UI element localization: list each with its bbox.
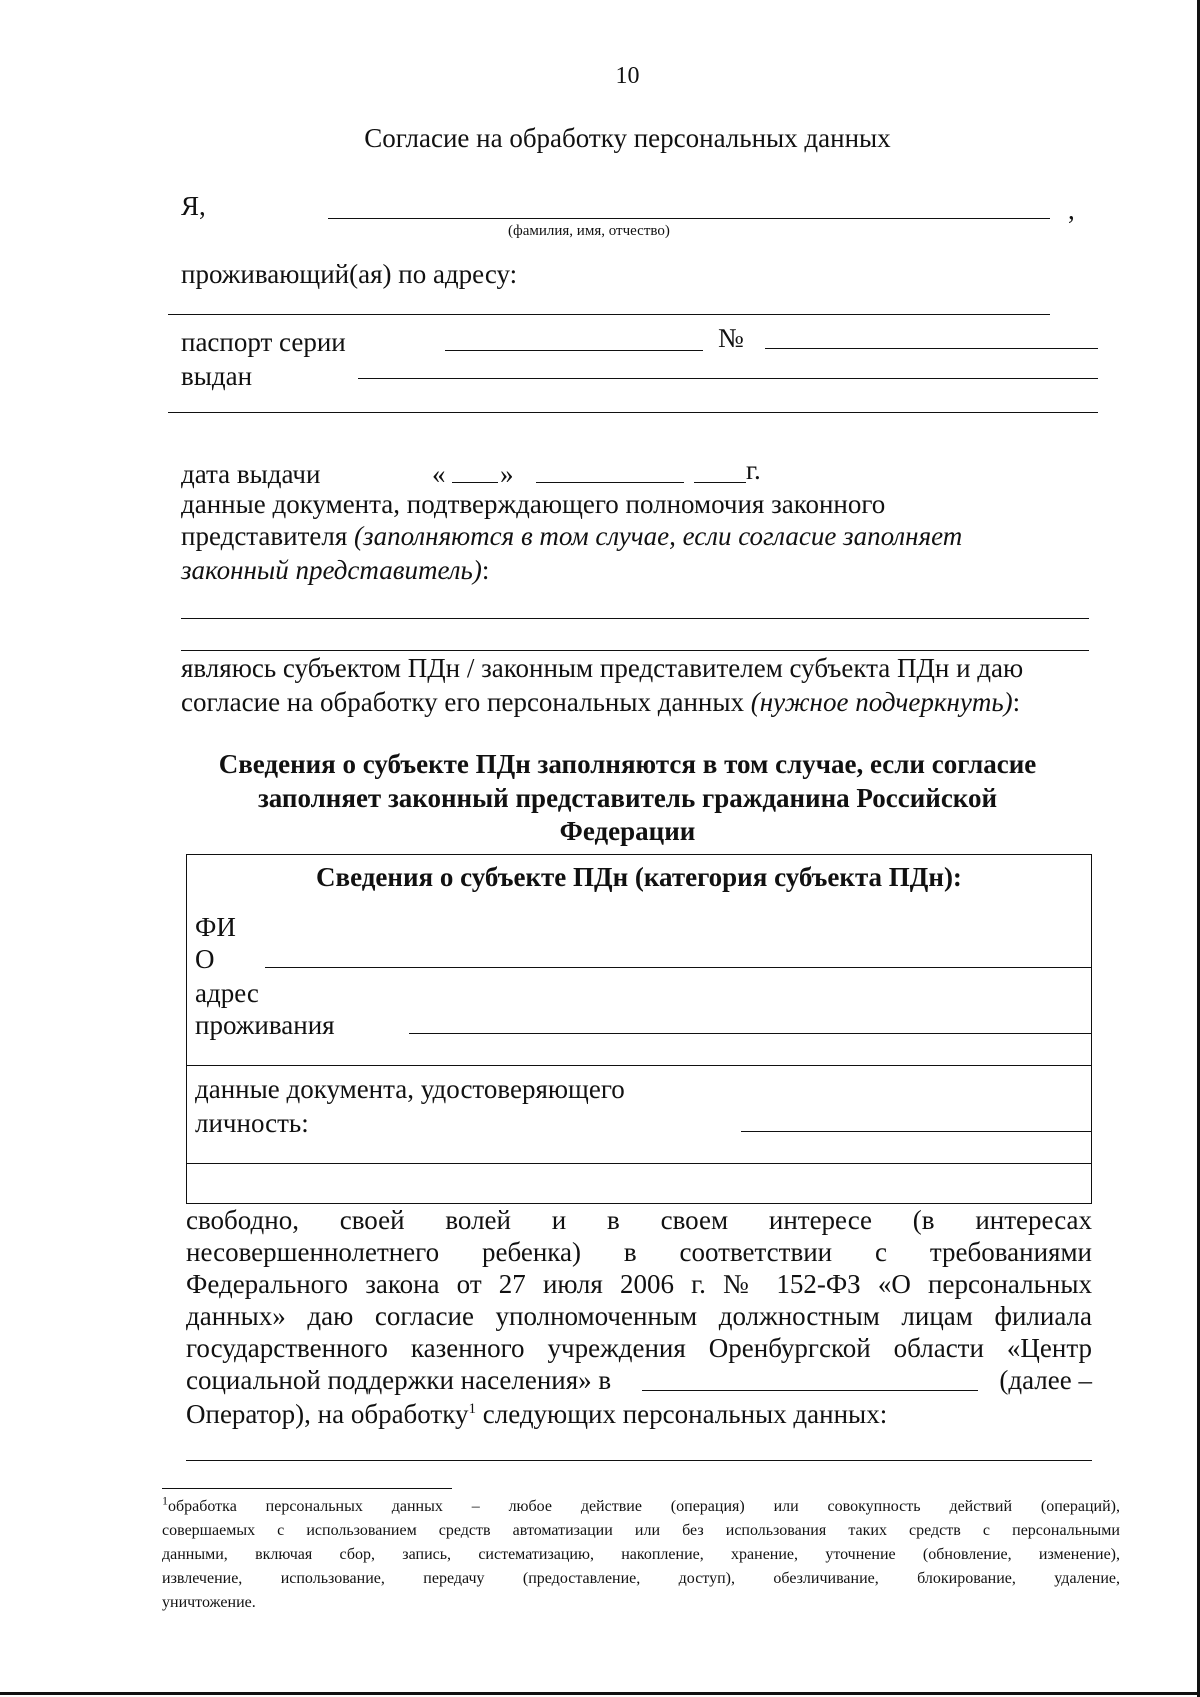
subject-statement-line-2: согласие на обработку его персональных данных (нужное подчеркнуть): [181,687,1021,717]
date-close-quote: » [500,459,514,489]
rep-doc-text-line-3: законный представитель): [181,555,490,585]
subject-info-table [186,854,1092,1204]
scan-border-bottom [0,1692,1200,1695]
consent-paragraph-line-5: государственного казенного учреждения Оренбургской области «Центр [186,1333,1092,1363]
consent-paragraph-line-7: Оператор), на обработку$^1$ следующих персональных данных: [186,1399,888,1429]
page-title: Согласие на обработку персональных данных [364,123,891,153]
fio-field-line[interactable] [328,218,1050,219]
footnote-line-3: данными, включая сбор, запись, систематизацию, накопление, хранение, уточнение (обновление, изменение), [162,1546,1120,1563]
rep-doc-field-line-1[interactable] [181,618,1089,619]
rep-doc-text-line-2: представителя (заполняются в том случае, если согласие заполняет [181,521,963,551]
subject-table-header: Сведения о субъекте ПДн (категория субъекта ПДн): [316,862,962,892]
section-heading-line-2: заполняет законный представитель гражданина Российской [257,783,998,813]
footnote-line-1: $^1$обработка персональных данных – любое действие (операция) или совокупность действий (операций), [162,1493,1120,1515]
branch-field-line[interactable] [642,1390,978,1391]
personal-data-field-line[interactable] [186,1460,1092,1461]
address-field-line[interactable] [168,314,1050,315]
issued-label: выдан [181,361,253,391]
subject-statement-line-1: являюсь субъектом ПДн / законным представителем субъекта ПДн и даю [181,653,1024,683]
subject-id-doc-field-line[interactable] [741,1131,1091,1132]
consent-paragraph-line-4: данных» даю согласие уполномоченным должностным лицам филиала [186,1301,1092,1331]
subject-fio-field-line[interactable] [265,967,1091,968]
date-open-quote: « [432,459,446,489]
subject-address-field-line[interactable] [409,1033,1091,1034]
section-heading-line-1: Сведения о субъекте ПДн заполняются в том случае, если согласие [218,749,1037,779]
subject-address-row-divider [187,1065,1091,1066]
subject-fio-label-2: О [195,944,215,974]
passport-series-label: паспорт серии [181,327,346,357]
fio-comma: , [1068,195,1075,225]
subject-id-doc-label-2: личность: [195,1108,309,1138]
date-day-field-line[interactable] [452,482,498,483]
issued-field-line[interactable] [358,378,1098,379]
passport-number-field-line[interactable] [765,348,1098,349]
year-suffix: г. [746,455,761,485]
passport-number-sign: № [718,323,744,353]
address-label: проживающий(ая) по адресу: [181,259,518,289]
section-heading-line-3: Федерации [559,816,696,846]
issued-field-line-2[interactable] [168,412,1098,413]
subject-id-doc-row-divider [187,1163,1091,1164]
footnote-separator [162,1488,452,1489]
rep-doc-field-line-2[interactable] [181,650,1089,651]
footnote-line-4: извлечение, использование, передачу (предоставление, доступ), обезличивание, блокирование, удаление, [162,1570,1120,1587]
footnote-line-5: уничтожение. [162,1594,256,1611]
subject-address-label-2: проживания [195,1010,335,1040]
consent-paragraph-line-3: Федерального закона от 27 июля 2006 г. № 152-ФЗ «О персональных [186,1269,1092,1299]
subject-id-doc-label-1: данные документа, удостоверяющего [195,1074,625,1104]
issue-date-label: дата выдачи [181,459,321,489]
subject-fio-label-1: ФИ [195,912,236,942]
date-month-field-line[interactable] [536,482,684,483]
subject-address-label-1: адрес [195,978,259,1008]
page-number: 10 [615,63,640,89]
rep-doc-text-line-1: данные документа, подтверждающего полномочия законного [181,489,886,519]
footnote-marker: 1 [162,1493,168,1508]
fio-caption: (фамилия, имя, отчество) [508,223,670,239]
passport-series-field-line[interactable] [445,350,703,351]
consent-paragraph-line-2: несовершеннолетнего ребенка) в соответствии с требованиями [186,1237,1092,1267]
footnote-line-2: совершаемых с использованием средств автоматизации или без использования таких средств с персональными [162,1522,1120,1539]
footnote-reference[interactable]: 1 [468,1401,476,1417]
consent-paragraph-line-6-start: социальной поддержки населения» в [186,1365,612,1395]
consent-paragraph-line-6-end: (далее – [999,1365,1092,1395]
consent-paragraph-line-1: свободно, своей волей и в своем интересе (в интересах [186,1205,1092,1235]
date-year-field-line[interactable] [694,482,746,483]
ya-label: Я, [181,191,206,221]
